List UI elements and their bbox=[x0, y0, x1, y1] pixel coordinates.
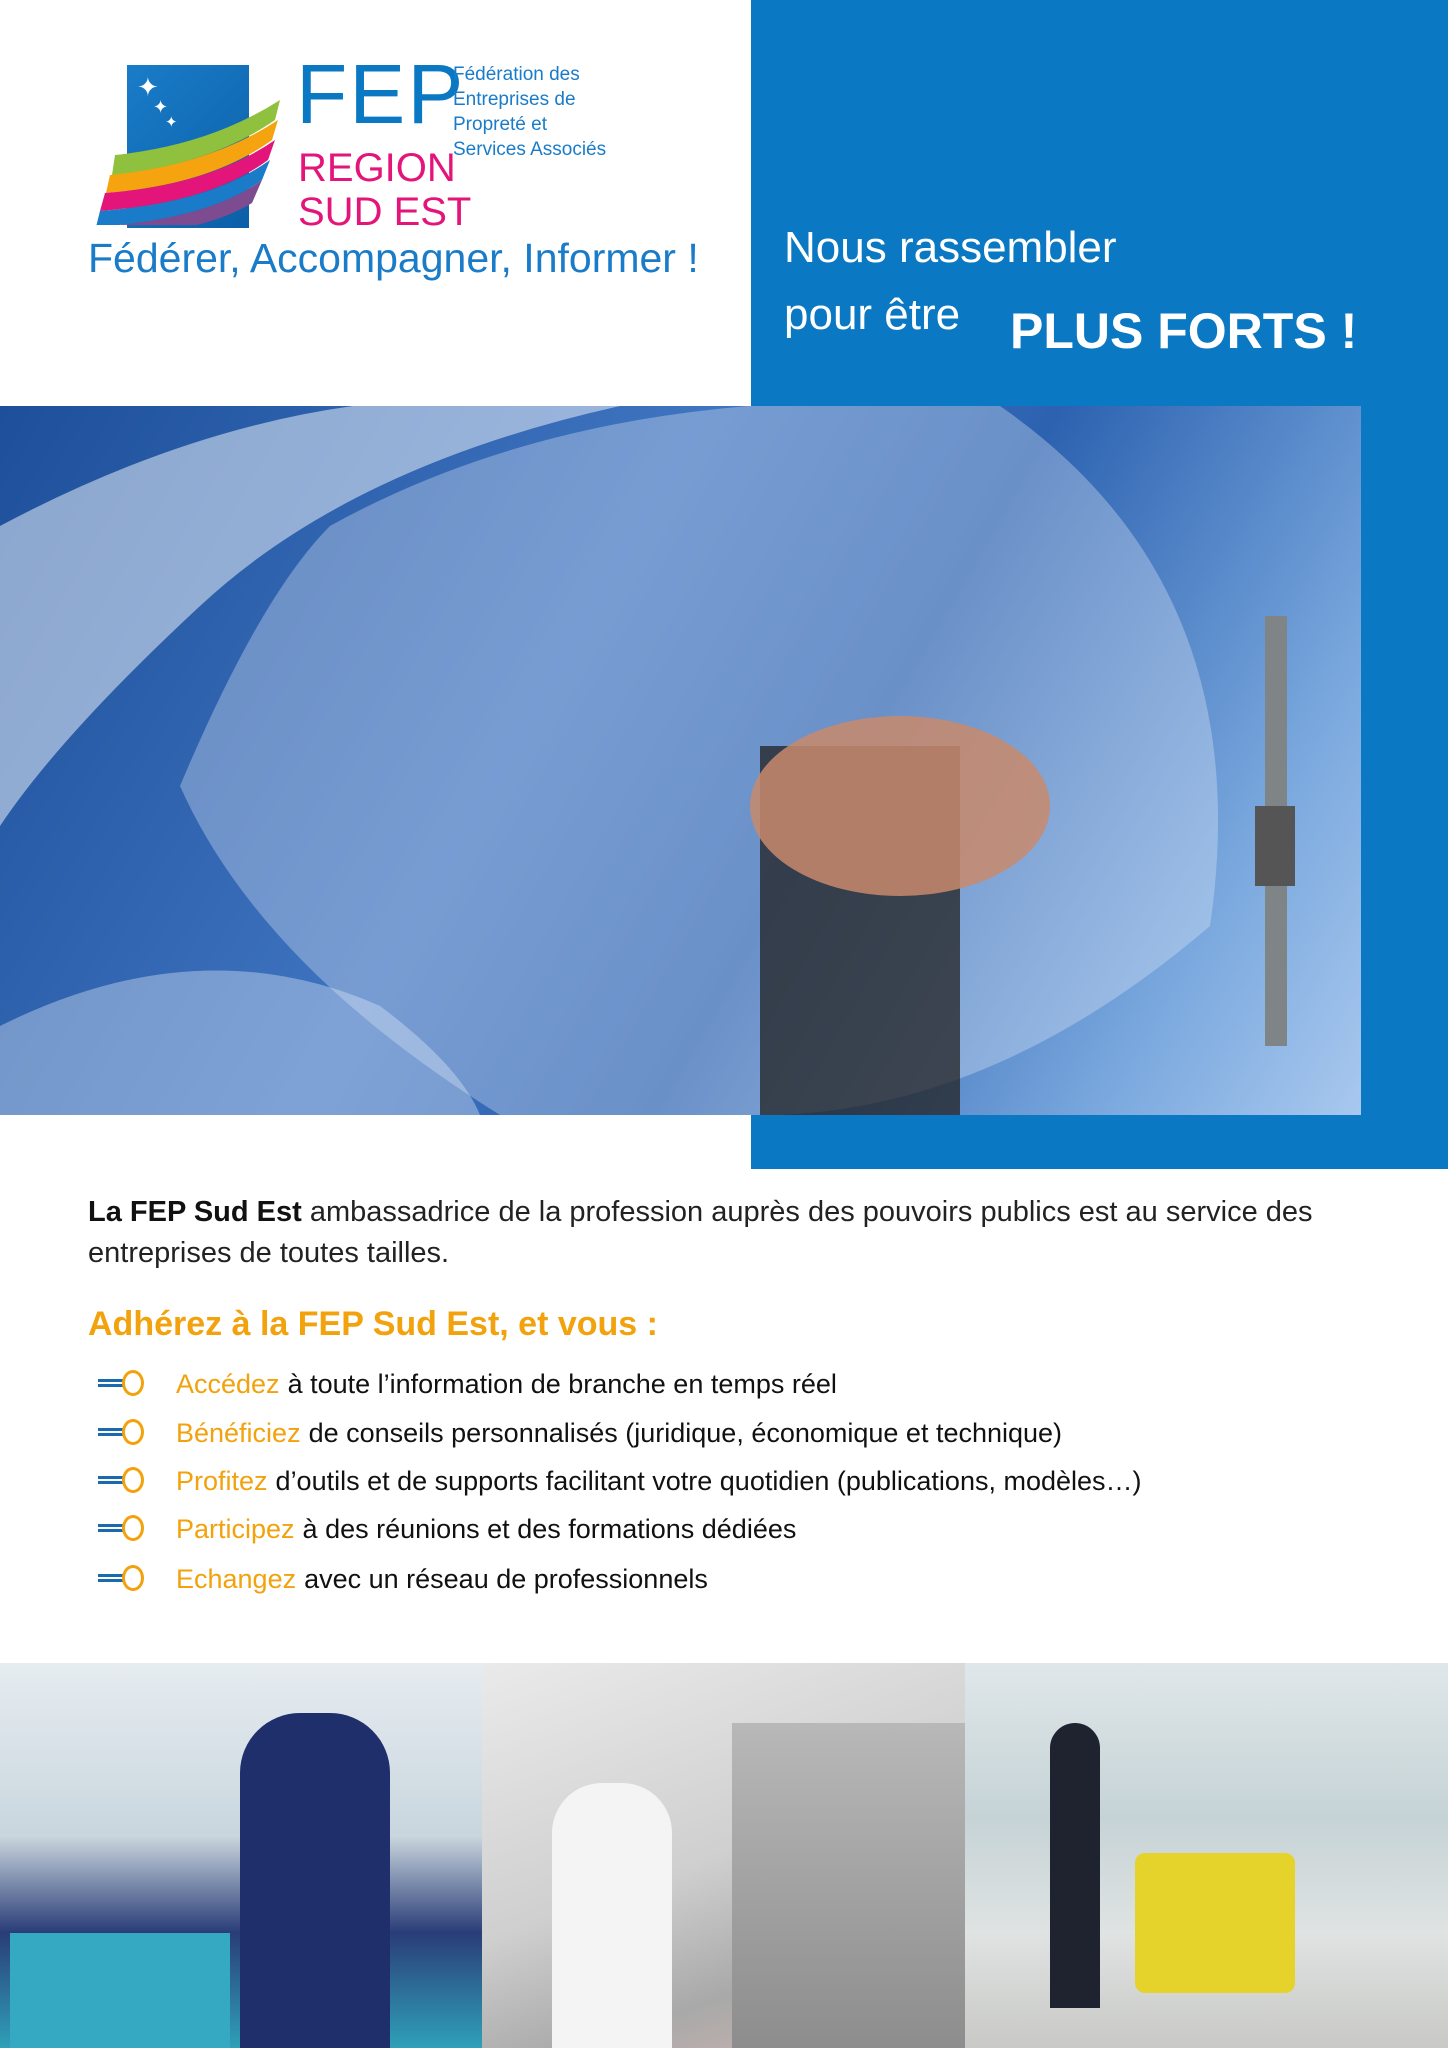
federation-name bbox=[453, 62, 606, 162]
key-bullet-icon bbox=[98, 1514, 156, 1544]
logo-ribbons bbox=[90, 95, 290, 225]
sparkle-icon: ✦ bbox=[153, 97, 169, 118]
sparkle-icon: ✦ bbox=[165, 113, 178, 131]
key-bullet-icon bbox=[98, 1564, 156, 1594]
person-figure bbox=[240, 1713, 390, 2048]
benefit-text: à toute l’information de branche en temps réel bbox=[287, 1368, 837, 1399]
benefit-item bbox=[98, 1509, 796, 1549]
benefit-verb: Accédez bbox=[176, 1368, 280, 1399]
logo-region bbox=[298, 146, 471, 234]
federation-line: Fédération des bbox=[453, 64, 580, 85]
slogan-line: Nous rassembler bbox=[784, 223, 1117, 272]
floor-scrubber bbox=[1135, 1853, 1295, 1993]
photo-floor-scrubber bbox=[965, 1663, 1448, 2048]
intro-bold: La FEP Sud Est bbox=[88, 1196, 302, 1228]
hero-illustration bbox=[0, 406, 1361, 1115]
benefit-text: à des réunions et des formations dédiées bbox=[302, 1513, 797, 1544]
benefit-verb: Participez bbox=[176, 1513, 295, 1544]
benefit-text: d’outils et de supports facilitant votre quotidien (publications, modèles…) bbox=[275, 1465, 1142, 1496]
key-bullet-icon bbox=[98, 1466, 156, 1496]
slogan-emphasis: PLUS FORTS ! bbox=[1010, 303, 1358, 359]
benefits-heading: Adhérez à la FEP Sud Est, et vous : bbox=[88, 1305, 658, 1343]
key-bullet-icon bbox=[98, 1369, 156, 1399]
hero-photo-window-cleaning bbox=[0, 406, 1361, 1115]
benefit-verb: Echangez bbox=[176, 1563, 297, 1594]
benefit-verb: Bénéficiez bbox=[176, 1417, 301, 1448]
sparkle-icon: ✦ bbox=[137, 73, 159, 103]
key-bullet-icon bbox=[98, 1418, 156, 1448]
federation-line: Propreté et bbox=[453, 114, 547, 135]
machinery bbox=[732, 1723, 965, 2048]
benefit-item bbox=[98, 1413, 1062, 1453]
intro-paragraph bbox=[88, 1192, 1360, 1274]
slogan-line: pour être bbox=[784, 290, 961, 339]
federation-line: Entreprises de bbox=[453, 89, 576, 110]
tagline: Fédérer, Accompagner, Informer ! bbox=[88, 235, 699, 281]
benefit-text: de conseils personnalisés (juridique, économique et technique) bbox=[308, 1417, 1063, 1448]
federation-line: Services Associés bbox=[453, 139, 607, 160]
region-line: SUD EST bbox=[298, 190, 472, 234]
logo-acronym: FEP bbox=[296, 47, 466, 141]
region-line: REGION bbox=[298, 146, 456, 190]
benefit-text: avec un réseau de professionnels bbox=[304, 1563, 708, 1594]
photo-cleaner-office bbox=[0, 1663, 482, 2048]
cleaning-cart bbox=[10, 1933, 230, 2048]
benefit-item bbox=[98, 1364, 837, 1404]
person-figure bbox=[1050, 1723, 1100, 2008]
intro-text: ambassadrice de la profession auprès des pouvoirs publics est au service des entreprises de toutes tailles. bbox=[88, 1196, 1313, 1269]
benefit-item bbox=[98, 1461, 1142, 1501]
photo-industrial-cleaning bbox=[482, 1663, 965, 2048]
benefit-verb: Profitez bbox=[176, 1465, 268, 1496]
benefit-item bbox=[98, 1559, 708, 1599]
person-figure bbox=[552, 1783, 672, 2048]
